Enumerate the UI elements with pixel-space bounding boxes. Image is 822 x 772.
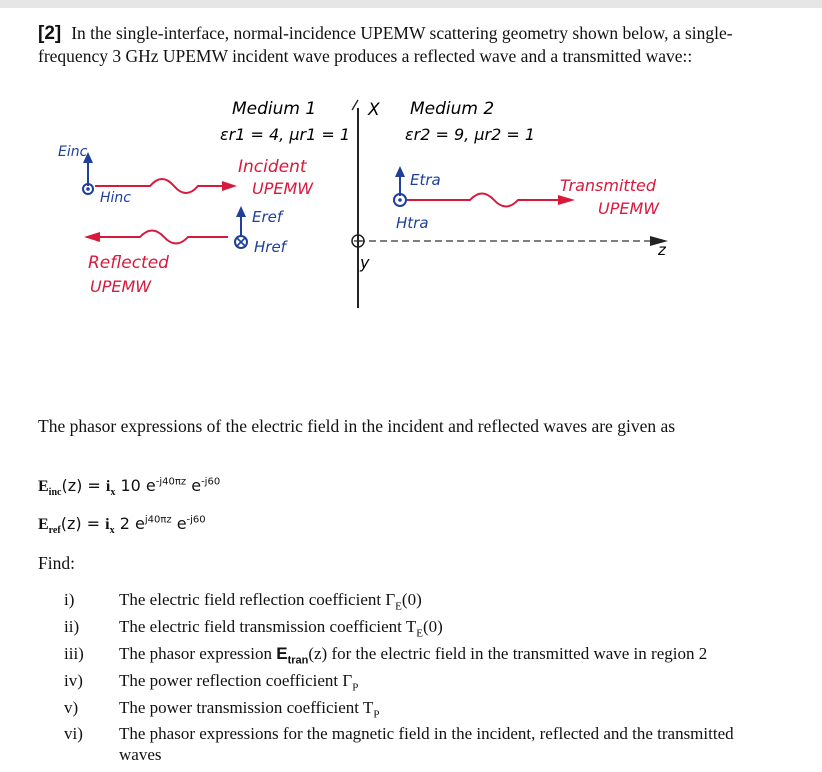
problem-statement bbox=[38, 22, 758, 67]
intro-text: The phasor expressions of the electric field in the incident and reflected waves are given as bbox=[38, 416, 676, 436]
find-heading: Find: bbox=[38, 553, 75, 573]
question-item: iv) The power reflection coefficient $\Gamma_P$ bbox=[64, 670, 359, 694]
transmitted-wave bbox=[407, 194, 560, 207]
question-item: ii) The electric field transmission coefficient $T_E(0)$ bbox=[64, 616, 443, 640]
equation-e-ref: $E_{ref}(z) = i_x$ 2 $e^{j40\pi z}$ $e^{-j60}$ bbox=[38, 514, 206, 537]
h-inc-label: Hinc bbox=[100, 190, 131, 206]
transmitted-label-1: Transmitted bbox=[560, 176, 656, 195]
h-ref-label: Href bbox=[254, 238, 286, 256]
question-item: iii) The phasor expression $E_{tran}(z)$ for the electric field in the transmitted wave in region 2 bbox=[64, 643, 708, 667]
problem-number: [2] bbox=[38, 23, 62, 44]
e-tra-label: Etra bbox=[410, 171, 441, 189]
transmitted-label-2: UPEMW bbox=[598, 199, 660, 218]
top-bar bbox=[0, 0, 822, 8]
e-inc-label: Einc bbox=[58, 144, 88, 160]
question-item: i) The electric field reflection coefficient $\Gamma_E(0)$ bbox=[64, 590, 422, 613]
scattering-figure bbox=[0, 90, 822, 400]
reflected-wave bbox=[98, 231, 228, 244]
axis-y-label: y bbox=[360, 253, 370, 272]
h-tra-label: Htra bbox=[396, 214, 429, 232]
e-ref-label: Eref bbox=[252, 208, 283, 226]
medium2-params: εr2 = 9, μr2 = 1 bbox=[405, 125, 536, 144]
incident-label-1: Incident bbox=[238, 157, 307, 177]
reflected-label-2: UPEMW bbox=[90, 277, 152, 296]
medium2-title: Medium 2 bbox=[410, 99, 495, 119]
problem-text: In the single-interface, normal-incidence UPEMW scattering geometry shown below, a single-frequency 3 GHz UPEMW incident wave produces a reflected wave and a transmitted wave:: bbox=[38, 23, 733, 66]
axis-x-label: X bbox=[368, 100, 380, 120]
question-item: v) The power transmission coefficient $T_P$ bbox=[64, 697, 380, 720]
reflected-label-1: Reflected bbox=[88, 253, 169, 273]
medium1-title: Medium 1 bbox=[232, 99, 317, 119]
question-list bbox=[64, 590, 744, 772]
equation-e-inc: $E_{inc}(z) = i_x$ 10 $e^{-j40\pi z}$ $e^{-j60}$ bbox=[38, 476, 221, 499]
incident-label-2: UPEMW bbox=[252, 179, 314, 198]
question-item: vi) The phasor expressions for the magnetic field in the incident, reflected and the transmitted waves bbox=[64, 724, 734, 764]
axis-z-label: z bbox=[658, 241, 666, 259]
medium1-params: εr1 = 4, μr1 = 1 bbox=[220, 125, 351, 144]
